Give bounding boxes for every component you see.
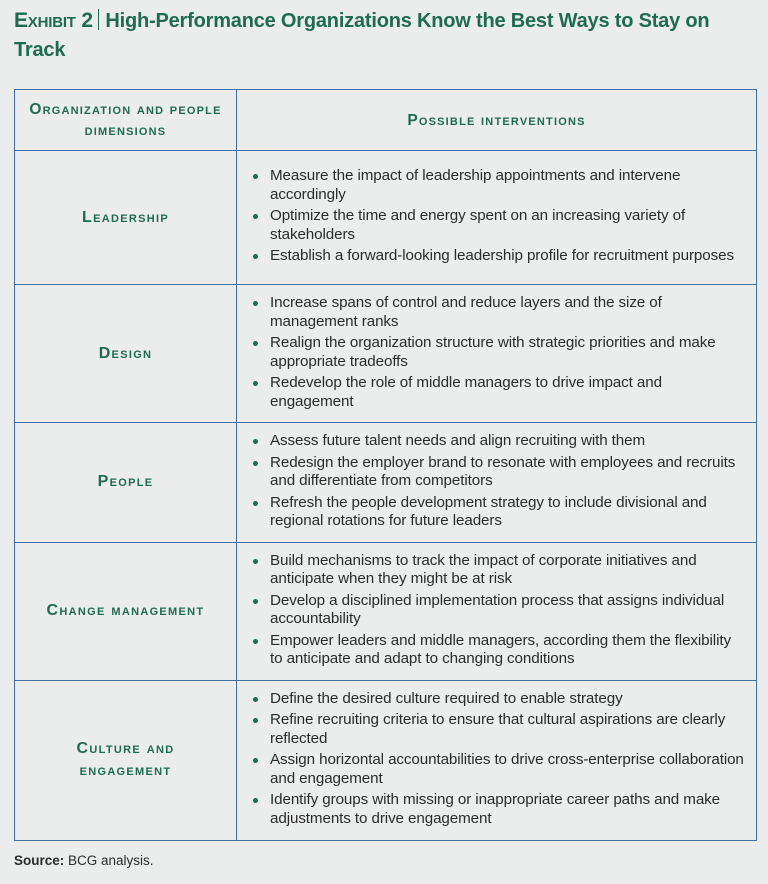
bullet-icon bbox=[253, 559, 258, 564]
intervention-text: Develop a disciplined implementation process that assigns individual accountability bbox=[270, 591, 725, 627]
list-item bbox=[253, 247, 746, 266]
list-item bbox=[253, 432, 746, 451]
exhibit-title-text: High-Performance Organizations Know the Best Ways to Stay on Track bbox=[14, 10, 710, 61]
intervention-text: Establish a forward-looking leadership profile for recruitment purposes bbox=[270, 247, 734, 265]
dimension-cell bbox=[15, 151, 237, 285]
bullet-icon bbox=[253, 599, 258, 604]
intervention-text: Realign the organization structure with strategic priorities and make appropriate tradeoffs bbox=[270, 334, 716, 370]
table-row bbox=[15, 680, 757, 840]
intervention-text: Increase spans of control and reduce layers and the size of management ranks bbox=[270, 294, 662, 330]
intervention-text: Refresh the people development strategy to include divisional and regional rotations for future leaders bbox=[270, 493, 707, 529]
list-item bbox=[253, 334, 746, 371]
intervention-text: Refine recruiting criteria to ensure that cultural aspirations are clearly reflected bbox=[270, 711, 726, 747]
table-body bbox=[15, 151, 757, 841]
interventions-list bbox=[237, 158, 756, 277]
intervention-text: Redesign the employer brand to resonate with employees and recruits and differentiate from competitors bbox=[270, 453, 736, 489]
intervention-text: Empower leaders and middle managers, according them the flexibility to anticipate and adapt to changing conditions bbox=[270, 631, 731, 667]
list-item bbox=[253, 552, 746, 589]
intervention-text: Optimize the time and energy spent on an increasing variety of stakeholders bbox=[270, 207, 686, 243]
bullet-icon bbox=[253, 758, 258, 763]
table-row bbox=[15, 542, 757, 680]
dimension-cell bbox=[15, 680, 237, 840]
bullet-icon bbox=[253, 341, 258, 346]
list-item bbox=[253, 207, 746, 244]
bullet-icon bbox=[253, 798, 258, 803]
list-item bbox=[253, 494, 746, 531]
interventions-list bbox=[237, 543, 756, 680]
intervention-text: Assess future talent needs and align recruiting with them bbox=[270, 432, 646, 449]
bullet-icon bbox=[253, 718, 258, 723]
bullet-icon bbox=[253, 461, 258, 466]
dimension-label: People bbox=[97, 473, 154, 491]
interventions-cell bbox=[237, 285, 757, 423]
interventions-cell bbox=[237, 151, 757, 285]
list-item bbox=[253, 294, 746, 331]
table-header-row bbox=[15, 90, 757, 151]
bullet-icon bbox=[253, 254, 258, 259]
source-text: BCG analysis. bbox=[68, 853, 154, 868]
dimension-cell bbox=[15, 423, 237, 543]
intervention-text: Define the desired culture required to enable strategy bbox=[270, 689, 623, 707]
list-item bbox=[253, 791, 746, 828]
interventions-list bbox=[237, 423, 756, 542]
dimension-cell bbox=[15, 542, 237, 680]
list-item bbox=[253, 454, 746, 491]
intervention-text: Build mechanisms to track the impact of corporate initiatives and anticipate when they might be at risk bbox=[270, 551, 697, 587]
table-row bbox=[15, 285, 757, 423]
intervention-text: Assign horizontal accountabilities to drive cross-enterprise collaboration and engagement bbox=[270, 751, 744, 787]
bullet-icon bbox=[253, 301, 258, 306]
exhibit-label: Exhibit 2 bbox=[14, 9, 93, 32]
header-dimensions: Organization and people dimensions bbox=[15, 90, 237, 151]
interventions-cell bbox=[237, 542, 757, 680]
table-row bbox=[15, 151, 757, 285]
bullet-icon bbox=[253, 501, 258, 506]
list-item bbox=[253, 711, 746, 748]
bullet-icon bbox=[253, 381, 258, 386]
list-item bbox=[253, 632, 746, 669]
interventions-table bbox=[14, 89, 757, 841]
source-label: Source: bbox=[14, 853, 65, 868]
list-item bbox=[253, 592, 746, 629]
interventions-list bbox=[237, 681, 756, 840]
intervention-text: Redevelop the role of middle managers to drive impact and engagement bbox=[270, 374, 662, 410]
list-item bbox=[253, 751, 746, 788]
title-separator bbox=[98, 9, 100, 30]
header-interventions: Possible interventions bbox=[237, 90, 757, 151]
table-row bbox=[15, 423, 757, 543]
list-item bbox=[253, 374, 746, 411]
dimension-label: Leadership bbox=[82, 208, 169, 226]
bullet-icon bbox=[253, 214, 258, 219]
interventions-list bbox=[237, 285, 756, 422]
exhibit-title bbox=[14, 6, 754, 65]
interventions-cell bbox=[237, 680, 757, 840]
source-note bbox=[14, 853, 154, 868]
intervention-text: Identify groups with missing or inappropriate career paths and make adjustments to drive engagement bbox=[270, 791, 721, 827]
dimension-cell bbox=[15, 285, 237, 423]
list-item bbox=[253, 167, 746, 204]
dimension-label: Change management bbox=[46, 602, 205, 619]
list-item bbox=[253, 690, 746, 709]
intervention-text: Measure the impact of leadership appointments and intervene accordingly bbox=[270, 167, 681, 203]
bullet-icon bbox=[253, 697, 258, 702]
interventions-cell bbox=[237, 423, 757, 543]
dimension-label: Design bbox=[98, 344, 153, 362]
bullet-icon bbox=[253, 439, 258, 444]
dimension-label: Culture and engagement bbox=[76, 740, 175, 779]
bullet-icon bbox=[253, 174, 258, 179]
bullet-icon bbox=[253, 639, 258, 644]
